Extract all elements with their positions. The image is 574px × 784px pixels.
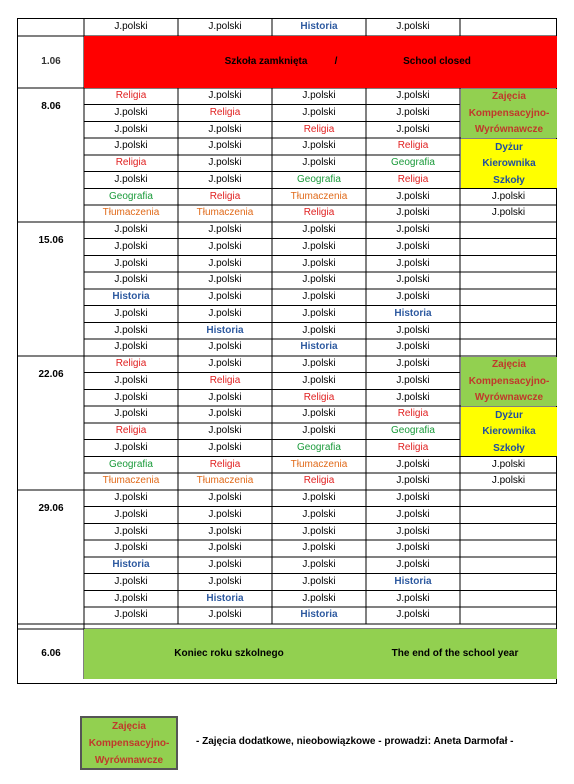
- subject-cell: J.polski: [208, 157, 242, 169]
- subject-cell: J.polski: [302, 257, 336, 269]
- subject-cell: J.polski: [114, 575, 148, 587]
- subject-cell: Geografia: [391, 425, 435, 437]
- subject-cell: J.polski: [396, 458, 430, 470]
- special-green-box-line: Zajęcia: [492, 91, 526, 103]
- subject-cell: J.polski: [302, 324, 336, 336]
- subject-cell: J.polski: [114, 274, 148, 286]
- subject-cell: J.polski: [208, 291, 242, 303]
- subject-cell: J.polski: [396, 391, 430, 403]
- subject-cell: J.polski: [302, 492, 336, 504]
- subject-cell: J.polski: [114, 106, 148, 118]
- subject-cell: J.polski: [396, 190, 430, 202]
- subject-cell: J.polski: [208, 525, 242, 537]
- special-yellow-box: [461, 407, 557, 456]
- subject-cell: J.polski: [396, 358, 430, 370]
- subject-cell: J.polski: [302, 559, 336, 571]
- subject-cell: Tłumaczenia: [102, 475, 160, 487]
- subject-cell: J.polski: [396, 475, 430, 487]
- subject-cell: J.polski: [491, 207, 526, 219]
- subject-cell: J.polski: [302, 575, 336, 587]
- subject-cell: J.polski: [302, 106, 336, 118]
- subject-cell: J.polski: [114, 240, 148, 252]
- subject-cell: Religia: [209, 106, 241, 118]
- subject-cell: J.polski: [396, 559, 430, 571]
- subject-cell: J.polski: [114, 408, 148, 420]
- subject-cell: Geografia: [109, 190, 153, 202]
- closed-text-pl: Szkoła zamknięta: [224, 55, 308, 67]
- subject-cell: Religia: [209, 374, 241, 386]
- subject-cell: J.polski: [114, 341, 148, 353]
- subject-cell: J.polski: [302, 274, 336, 286]
- subject-cell: J.polski: [114, 173, 148, 185]
- week-date: 22.06: [38, 369, 64, 380]
- subject-cell: Historia: [206, 324, 244, 336]
- closed-separator: /: [334, 55, 338, 67]
- subject-cell: Religia: [303, 475, 335, 487]
- subject-cell: J.polski: [396, 291, 430, 303]
- subject-cell: J.polski: [302, 358, 336, 370]
- special-green-box-line: Zajęcia: [492, 359, 526, 371]
- special-green-box-line: Kompensacyjno-: [468, 375, 550, 387]
- subject-cell: J.polski: [114, 492, 148, 504]
- subject-cell: Tłumaczenia: [196, 207, 254, 219]
- subject-cell: Historia: [300, 341, 338, 353]
- subject-cell: J.polski: [114, 324, 148, 336]
- special-green-box: [461, 357, 557, 406]
- subject-cell: J.polski: [208, 307, 242, 319]
- subject-cell: J.polski: [208, 609, 242, 621]
- subject-cell: Religia: [209, 458, 241, 470]
- subject-cell: J.polski: [396, 609, 430, 621]
- legend-swatch: [80, 716, 178, 770]
- week-date: 8.06: [41, 101, 61, 112]
- week-date: 15.06: [38, 235, 64, 246]
- subject-cell: J.polski: [208, 508, 242, 520]
- week-date: 6.06: [41, 647, 61, 659]
- week-date: 1.06: [41, 55, 61, 67]
- subject-cell: J.polski: [208, 408, 242, 420]
- subject-cell: J.polski: [302, 542, 336, 554]
- special-yellow-box-line: Kierownika: [482, 426, 536, 438]
- subject-cell: Historia: [394, 575, 432, 587]
- legend-description: - Zajęcia dodatkowe, nieobowiązkowe - prowadzi: Aneta Darmofał -: [196, 736, 514, 747]
- subject-cell: Religia: [209, 190, 241, 202]
- subject-cell: J.polski: [114, 374, 148, 386]
- subject-cell: Religia: [397, 173, 429, 185]
- legend-swatch-line: Wyrównawcze: [94, 754, 164, 766]
- subject-cell: J.polski: [302, 525, 336, 537]
- end-text-pl: Koniec roku szkolnego: [174, 647, 284, 659]
- subject-cell: J.polski: [491, 458, 526, 470]
- week-date: 29.06: [38, 503, 64, 514]
- subject-cell: J.polski: [114, 508, 148, 520]
- subject-cell: J.polski: [208, 341, 242, 353]
- special-green-box: [461, 89, 557, 138]
- subject-cell: Religia: [115, 157, 147, 169]
- subject-cell: J.polski: [208, 441, 242, 453]
- subject-cell: J.polski: [396, 525, 430, 537]
- subject-cell: Geografia: [297, 441, 341, 453]
- subject-cell: J.polski: [114, 21, 148, 33]
- subject-cell: Geografia: [109, 458, 153, 470]
- subject-cell: Tłumaczenia: [102, 207, 160, 219]
- subject-cell: J.polski: [396, 341, 430, 353]
- subject-cell: Religia: [303, 123, 335, 135]
- subject-cell: J.polski: [491, 475, 526, 487]
- subject-cell: J.polski: [114, 592, 148, 604]
- subject-cell: J.polski: [114, 224, 148, 236]
- subject-cell: J.polski: [208, 240, 242, 252]
- subject-cell: J.polski: [396, 224, 430, 236]
- subject-cell: J.polski: [396, 274, 430, 286]
- subject-cell: J.polski: [302, 140, 336, 152]
- subject-cell: J.polski: [208, 425, 242, 437]
- subject-cell: Tłumaczenia: [290, 458, 348, 470]
- special-yellow-box-line: Dyżur: [495, 141, 523, 153]
- subject-cell: Geografia: [391, 157, 435, 169]
- subject-cell: J.polski: [114, 307, 148, 319]
- subject-cell: J.polski: [114, 257, 148, 269]
- subject-cell: J.polski: [396, 106, 430, 118]
- subject-cell: J.polski: [208, 575, 242, 587]
- subject-cell: J.polski: [208, 542, 242, 554]
- subject-cell: J.polski: [208, 123, 242, 135]
- subject-cell: Religia: [115, 90, 147, 102]
- subject-cell: J.polski: [302, 240, 336, 252]
- subject-cell: J.polski: [396, 90, 430, 102]
- subject-cell: J.polski: [396, 592, 430, 604]
- subject-cell: Historia: [206, 592, 244, 604]
- subject-cell: Historia: [112, 291, 150, 303]
- subject-cell: Tłumaczenia: [196, 475, 254, 487]
- subject-cell: J.polski: [114, 391, 148, 403]
- subject-cell: J.polski: [208, 358, 242, 370]
- special-yellow-box-line: Dyżur: [495, 409, 523, 421]
- subject-cell: Religia: [397, 408, 429, 420]
- subject-cell: J.polski: [396, 324, 430, 336]
- subject-cell: J.polski: [114, 525, 148, 537]
- subject-cell: J.polski: [208, 391, 242, 403]
- subject-cell: J.polski: [396, 374, 430, 386]
- legend-swatch-line: Zajęcia: [112, 720, 146, 732]
- subject-cell: J.polski: [208, 140, 242, 152]
- subject-cell: Geografia: [297, 173, 341, 185]
- special-green-box-line: Wyrównawcze: [474, 124, 544, 136]
- subject-cell: J.polski: [396, 21, 430, 33]
- subject-cell: J.polski: [208, 224, 242, 236]
- schedule-table: [17, 18, 557, 684]
- subject-cell: J.polski: [114, 140, 148, 152]
- special-yellow-box-line: Szkoły: [493, 442, 525, 454]
- subject-cell: Religia: [115, 425, 147, 437]
- special-yellow-box-line: Szkoły: [493, 174, 525, 186]
- subject-cell: Religia: [115, 358, 147, 370]
- subject-cell: J.polski: [302, 374, 336, 386]
- subject-cell: Religia: [303, 207, 335, 219]
- subject-cell: J.polski: [491, 190, 526, 202]
- subject-cell: J.polski: [396, 123, 430, 135]
- subject-cell: J.polski: [396, 542, 430, 554]
- subject-cell: J.polski: [396, 492, 430, 504]
- end-text-en: The end of the school year: [391, 647, 519, 659]
- subject-cell: Tłumaczenia: [290, 190, 348, 202]
- subject-cell: J.polski: [208, 274, 242, 286]
- subject-cell: J.polski: [208, 257, 242, 269]
- subject-cell: J.polski: [302, 307, 336, 319]
- subject-cell: Religia: [397, 140, 429, 152]
- closed-text-en: School closed: [403, 55, 471, 67]
- subject-cell: J.polski: [114, 441, 148, 453]
- subject-cell: J.polski: [114, 542, 148, 554]
- subject-cell: J.polski: [396, 257, 430, 269]
- subject-cell: Historia: [300, 21, 338, 33]
- subject-cell: J.polski: [396, 240, 430, 252]
- subject-cell: J.polski: [302, 508, 336, 520]
- subject-cell: J.polski: [208, 173, 242, 185]
- subject-cell: J.polski: [114, 609, 148, 621]
- legend-swatch-line: Kompensacyjno-: [88, 737, 170, 749]
- subject-cell: J.polski: [302, 291, 336, 303]
- subject-cell: J.polski: [302, 224, 336, 236]
- subject-cell: J.polski: [302, 157, 336, 169]
- subject-cell: Historia: [300, 609, 338, 621]
- subject-cell: J.polski: [114, 123, 148, 135]
- subject-cell: J.polski: [208, 492, 242, 504]
- subject-cell: Historia: [112, 559, 150, 571]
- subject-cell: J.polski: [396, 508, 430, 520]
- special-yellow-box-line: Kierownika: [482, 158, 536, 170]
- subject-cell: Religia: [303, 391, 335, 403]
- subject-cell: Historia: [394, 307, 432, 319]
- subject-cell: J.polski: [208, 90, 242, 102]
- subject-cell: J.polski: [302, 592, 336, 604]
- subject-cell: J.polski: [396, 207, 430, 219]
- subject-cell: J.polski: [302, 408, 336, 420]
- special-yellow-box: [461, 139, 557, 188]
- special-green-box-line: Wyrównawcze: [474, 392, 544, 404]
- subject-cell: J.polski: [208, 21, 242, 33]
- subject-cell: J.polski: [302, 425, 336, 437]
- subject-cell: Religia: [397, 441, 429, 453]
- special-green-box-line: Kompensacyjno-: [468, 107, 550, 119]
- subject-cell: J.polski: [208, 559, 242, 571]
- subject-cell: J.polski: [302, 90, 336, 102]
